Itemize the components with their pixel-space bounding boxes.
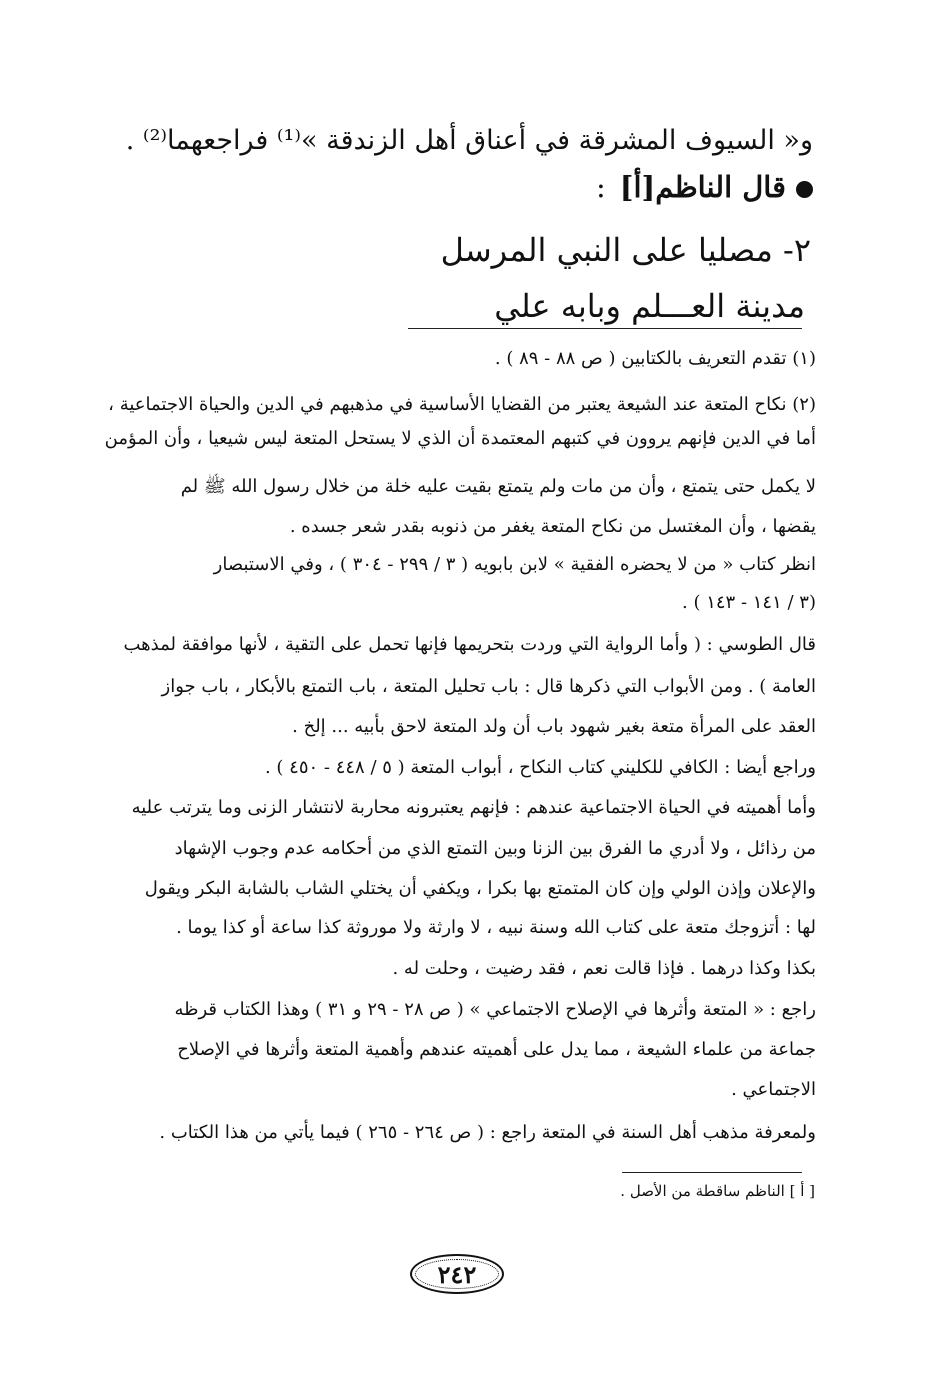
footnote-line: لا يكمل حتى يتمتع ، وأن من مات ولم يتمتع بقيت عليه خلة من خلال رسول الله ﷺ لم <box>180 476 816 497</box>
section-header-label: قال الناظم[أ] <box>619 170 786 204</box>
footnote-line: انظر كتاب « من لا يحضره الفقية » لابن بابويه ( ٣ / ٢٩٩ - ٣٠٤ ) ، وفي الاستبصار <box>213 554 816 575</box>
footnote-line: العقد على المرأة متعة بغير شهود باب أن ولد المتعة لاحق بأبيه ... إلخ . <box>292 716 816 737</box>
intro-line: و« السيوف المشرقة في أعناق أهل الزندقة »⁽¹⁾ فراجعهما⁽²⁾ . <box>125 125 813 156</box>
footnote-line: (١) تقدم التعريف بالكتابين ( ص ٨٨ - ٨٩ ) . <box>494 348 816 369</box>
footnote-line: والإعلان وإذن الولي وإن كان المتمتع بها بكرا ، ويكفي أن يختلي الشاب بالشابة البكر ويقول <box>144 878 816 899</box>
footnote-divider <box>408 328 802 329</box>
bullet-icon <box>796 181 813 198</box>
editor-note: [ أ ] الناظم ساقطة من الأصل . <box>620 1182 815 1200</box>
footnote-line: (٣ / ١٤١ - ١٤٣ ) . <box>682 592 816 613</box>
footnote-line: وراجع أيضا : الكافي للكليني كتاب النكاح ، أبواب المتعة ( ٥ / ٤٤٨ - ٤٥٠ ) . <box>264 757 816 778</box>
verse-line-2: مدينة العـــلم وبابه علي <box>494 287 805 325</box>
page-number-label: ٢٤٢ <box>437 1259 477 1289</box>
footnote-line: راجع : « المتعة وأثرها في الإصلاح الاجتماعي » ( ص ٢٨ - ٢٩ و ٣١ ) وهذا الكتاب قرظه <box>174 999 816 1020</box>
footnote-line: الاجتماعي . <box>731 1079 816 1100</box>
footnote-line: أما في الدين فإنهم يروون في كتبهم المعتمدة أن الذي لا يستحل المتعة ليس شيعيا ، وأن المؤمن <box>104 428 816 449</box>
footnote-line: ولمعرفة مذهب أهل السنة في المتعة راجع : ( ص ٢٦٤ - ٢٦٥ ) فيما يأتي من هذا الكتاب . <box>159 1122 816 1143</box>
section-header <box>596 170 813 204</box>
footnote-line: (٢) نكاح المتعة عند الشيعة يعتبر من القضايا الأساسية في مذهبهم في الدين والحياة الاجتماعية ، <box>108 394 816 415</box>
footnote-line: جماعة من علماء الشيعة ، مما يدل على أهميته عندهم وأهمية المتعة وأثرها في الإصلاح <box>177 1039 816 1060</box>
page-number <box>410 1254 504 1294</box>
footnote-line: وأما أهميته في الحياة الاجتماعية عندهم : فإنهم يعتبرونه محاربة لانتشار الزنى وما يترتب عليه <box>131 797 816 818</box>
section-header-colon: : <box>595 170 606 204</box>
footnote-line: لها : أتزوجك متعة على كتاب الله وسنة نبيه ، لا وارثة ولا موروثة كذا ساعة أو كذا يوما . <box>176 917 816 938</box>
footnote-line: العامة ) . ومن الأبواب التي ذكرها قال : باب تحليل المتعة ، باب التمتع بالأبكار ، باب جواز <box>161 676 816 697</box>
footnote-line: بكذا وكذا درهما . فإذا قالت نعم ، فقد رضيت ، وحلت له . <box>392 958 816 979</box>
footnote-line: من رذائل ، ولا أدري ما الفرق بين الزنا وبين التمتع الذي من أحكامه عدم وجوب الإشهاد <box>174 838 816 859</box>
verse-line-1: ٢- مصليا على النبي المرسل <box>440 231 811 269</box>
editor-note-divider <box>622 1172 802 1173</box>
footnote-line: قال الطوسي : ( وأما الرواية التي وردت بتحريمها فإنها تحمل على التقية ، لأنها موافقة لمذهب <box>123 634 816 655</box>
footnote-line: يقضها ، وأن المغتسل من نكاح المتعة يغفر من ذنوبه بقدر شعر جسده . <box>289 516 816 537</box>
